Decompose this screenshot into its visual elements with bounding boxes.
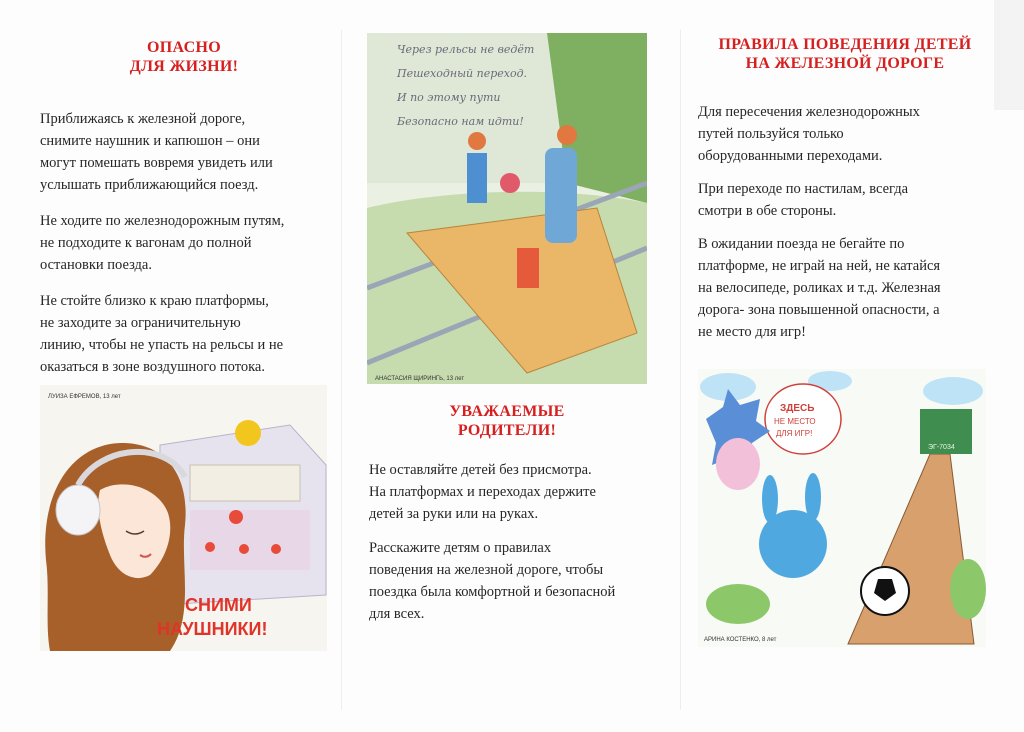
text-line: услышать приближающийся поезд.: [40, 177, 259, 193]
scan-corner: [994, 0, 1024, 110]
text-line: Расскажите детям о правилах: [369, 540, 552, 556]
slogan-line: НАУШНИКИ!: [157, 619, 268, 639]
handwritten-line: Безопасно нам идти!: [397, 115, 524, 128]
bush-drawing: [950, 559, 986, 619]
train-light: [205, 542, 215, 552]
text-line: детей за руки или на руках.: [369, 506, 539, 522]
right-paragraph-1: [698, 101, 920, 167]
text-line: поездка была комфортной и безопасной: [369, 584, 616, 600]
text-line: Приближаясь к железной дороге,: [40, 111, 246, 127]
fold-line-right: [680, 30, 681, 710]
text-line: При переходе по настилам, всегда: [698, 181, 909, 197]
text-line: Не стойте близко к краю платформы,: [40, 293, 269, 309]
drawing-author-caption: ЛУИЗА ЕФРЕМОВ, 13 лет: [48, 394, 121, 400]
text-line: В ожидании поезда не бегайте по: [698, 236, 905, 252]
rabbit-ear: [805, 473, 821, 521]
text-line: могут помешать вовремя увидеть или: [40, 155, 273, 171]
left-paragraph-3: [40, 290, 283, 378]
left-title: [84, 38, 284, 76]
handwritten-line: Пешеходный переход.: [397, 67, 528, 80]
left-paragraph-1: [40, 108, 273, 196]
drawing-author-caption: АНАСТАСИЯ ЩИРИНГЬ, 13 лет: [375, 376, 465, 382]
text-line: не заходите за ограничительную: [40, 315, 241, 331]
handwritten-line: И по этому пути: [397, 91, 501, 104]
left-paragraph-2: [40, 210, 284, 276]
text-line: смотри в обе стороны.: [698, 203, 837, 219]
text-line: Не оставляйте детей без присмотра.: [369, 462, 592, 478]
right-title-line: НА ЖЕЛЕЗНОЙ ДОРОГЕ: [745, 55, 945, 72]
text-line: путей пользуйся только: [698, 126, 844, 142]
railway-track: [848, 454, 974, 644]
cloud-icon: [923, 377, 983, 405]
slogan-line: СНИМИ: [185, 595, 252, 615]
handwritten-line: Через рельсы не ведёт: [397, 43, 535, 56]
bubble-line: ДЛЯ ИГР!: [776, 429, 813, 438]
text-line: платформе, не играй на ней, не катайся: [698, 258, 941, 274]
right-paragraph-3: [698, 233, 984, 343]
hedgehog-face: [716, 438, 760, 490]
bubble-line: НЕ МЕСТО: [774, 417, 816, 426]
right-title: [700, 35, 990, 73]
text-line: оборудованными переходами.: [698, 148, 883, 164]
train-light: [239, 544, 249, 554]
text-line: остановки поезда.: [40, 257, 152, 273]
right-paragraph-2: [698, 178, 908, 222]
headphone-icon: [56, 485, 100, 535]
balloon-icon: [500, 173, 520, 193]
right-title-line: ПРАВИЛА ПОВЕДЕНИЯ ДЕТЕЙ: [718, 36, 972, 53]
smeshariki-railway-drawing: [698, 369, 986, 647]
bush-drawing: [706, 584, 770, 624]
sun-icon: [235, 420, 261, 446]
text-line: не подходите к вагонам до полной: [40, 235, 252, 251]
middle-paragraph-1: [369, 459, 596, 525]
fold-line-left: [341, 30, 342, 710]
mother-figure: [545, 148, 577, 243]
text-line: не место для игр!: [698, 324, 806, 340]
drawing-author-caption: АРИНА КОСТЕНКО, 8 лет: [704, 637, 777, 643]
boy-figure: [467, 153, 487, 203]
middle-title: [422, 402, 592, 440]
train-light: [271, 544, 281, 554]
railway-crossing-drawing: [367, 33, 647, 384]
middle-title-line: УВАЖАЕМЫЕ: [449, 403, 565, 420]
middle-title-line: РОДИТЕЛИ!: [457, 422, 557, 439]
text-line: линию, чтобы не упасть на рельсы и не: [40, 337, 284, 353]
train-light: [229, 510, 243, 524]
text-line: На платформах и переходах держите: [369, 484, 596, 500]
train-front: [190, 510, 310, 570]
train-window: [190, 465, 300, 501]
child-figure: [517, 248, 539, 288]
left-title-line: ОПАСНО: [147, 39, 221, 56]
text-line: оказаться в зоне воздушного потока.: [40, 359, 265, 375]
text-line: Не ходите по железнодорожным путям,: [40, 213, 285, 229]
text-line: на велосипеде, роликах и т.д. Железная: [698, 280, 941, 296]
middle-paragraph-2: [369, 537, 615, 625]
left-title-line: ДЛЯ ЖИЗНИ!: [129, 58, 239, 75]
rabbit-ear: [762, 475, 778, 523]
text-line: дорога- зона повышенной опасности, а: [698, 302, 940, 318]
text-line: для всех.: [369, 606, 425, 622]
mother-head: [557, 125, 577, 145]
text-line: снимите наушник и капюшон – они: [40, 133, 260, 149]
text-line: Для пересечения железнодорожных: [698, 104, 920, 120]
headphones-girl-drawing: [40, 385, 327, 651]
train-number: ЭГ-7034: [928, 444, 955, 451]
boy-head: [468, 132, 486, 150]
bubble-line: ЗДЕСЬ: [780, 403, 815, 414]
text-line: поведения на железной дороге, чтобы: [369, 562, 604, 578]
